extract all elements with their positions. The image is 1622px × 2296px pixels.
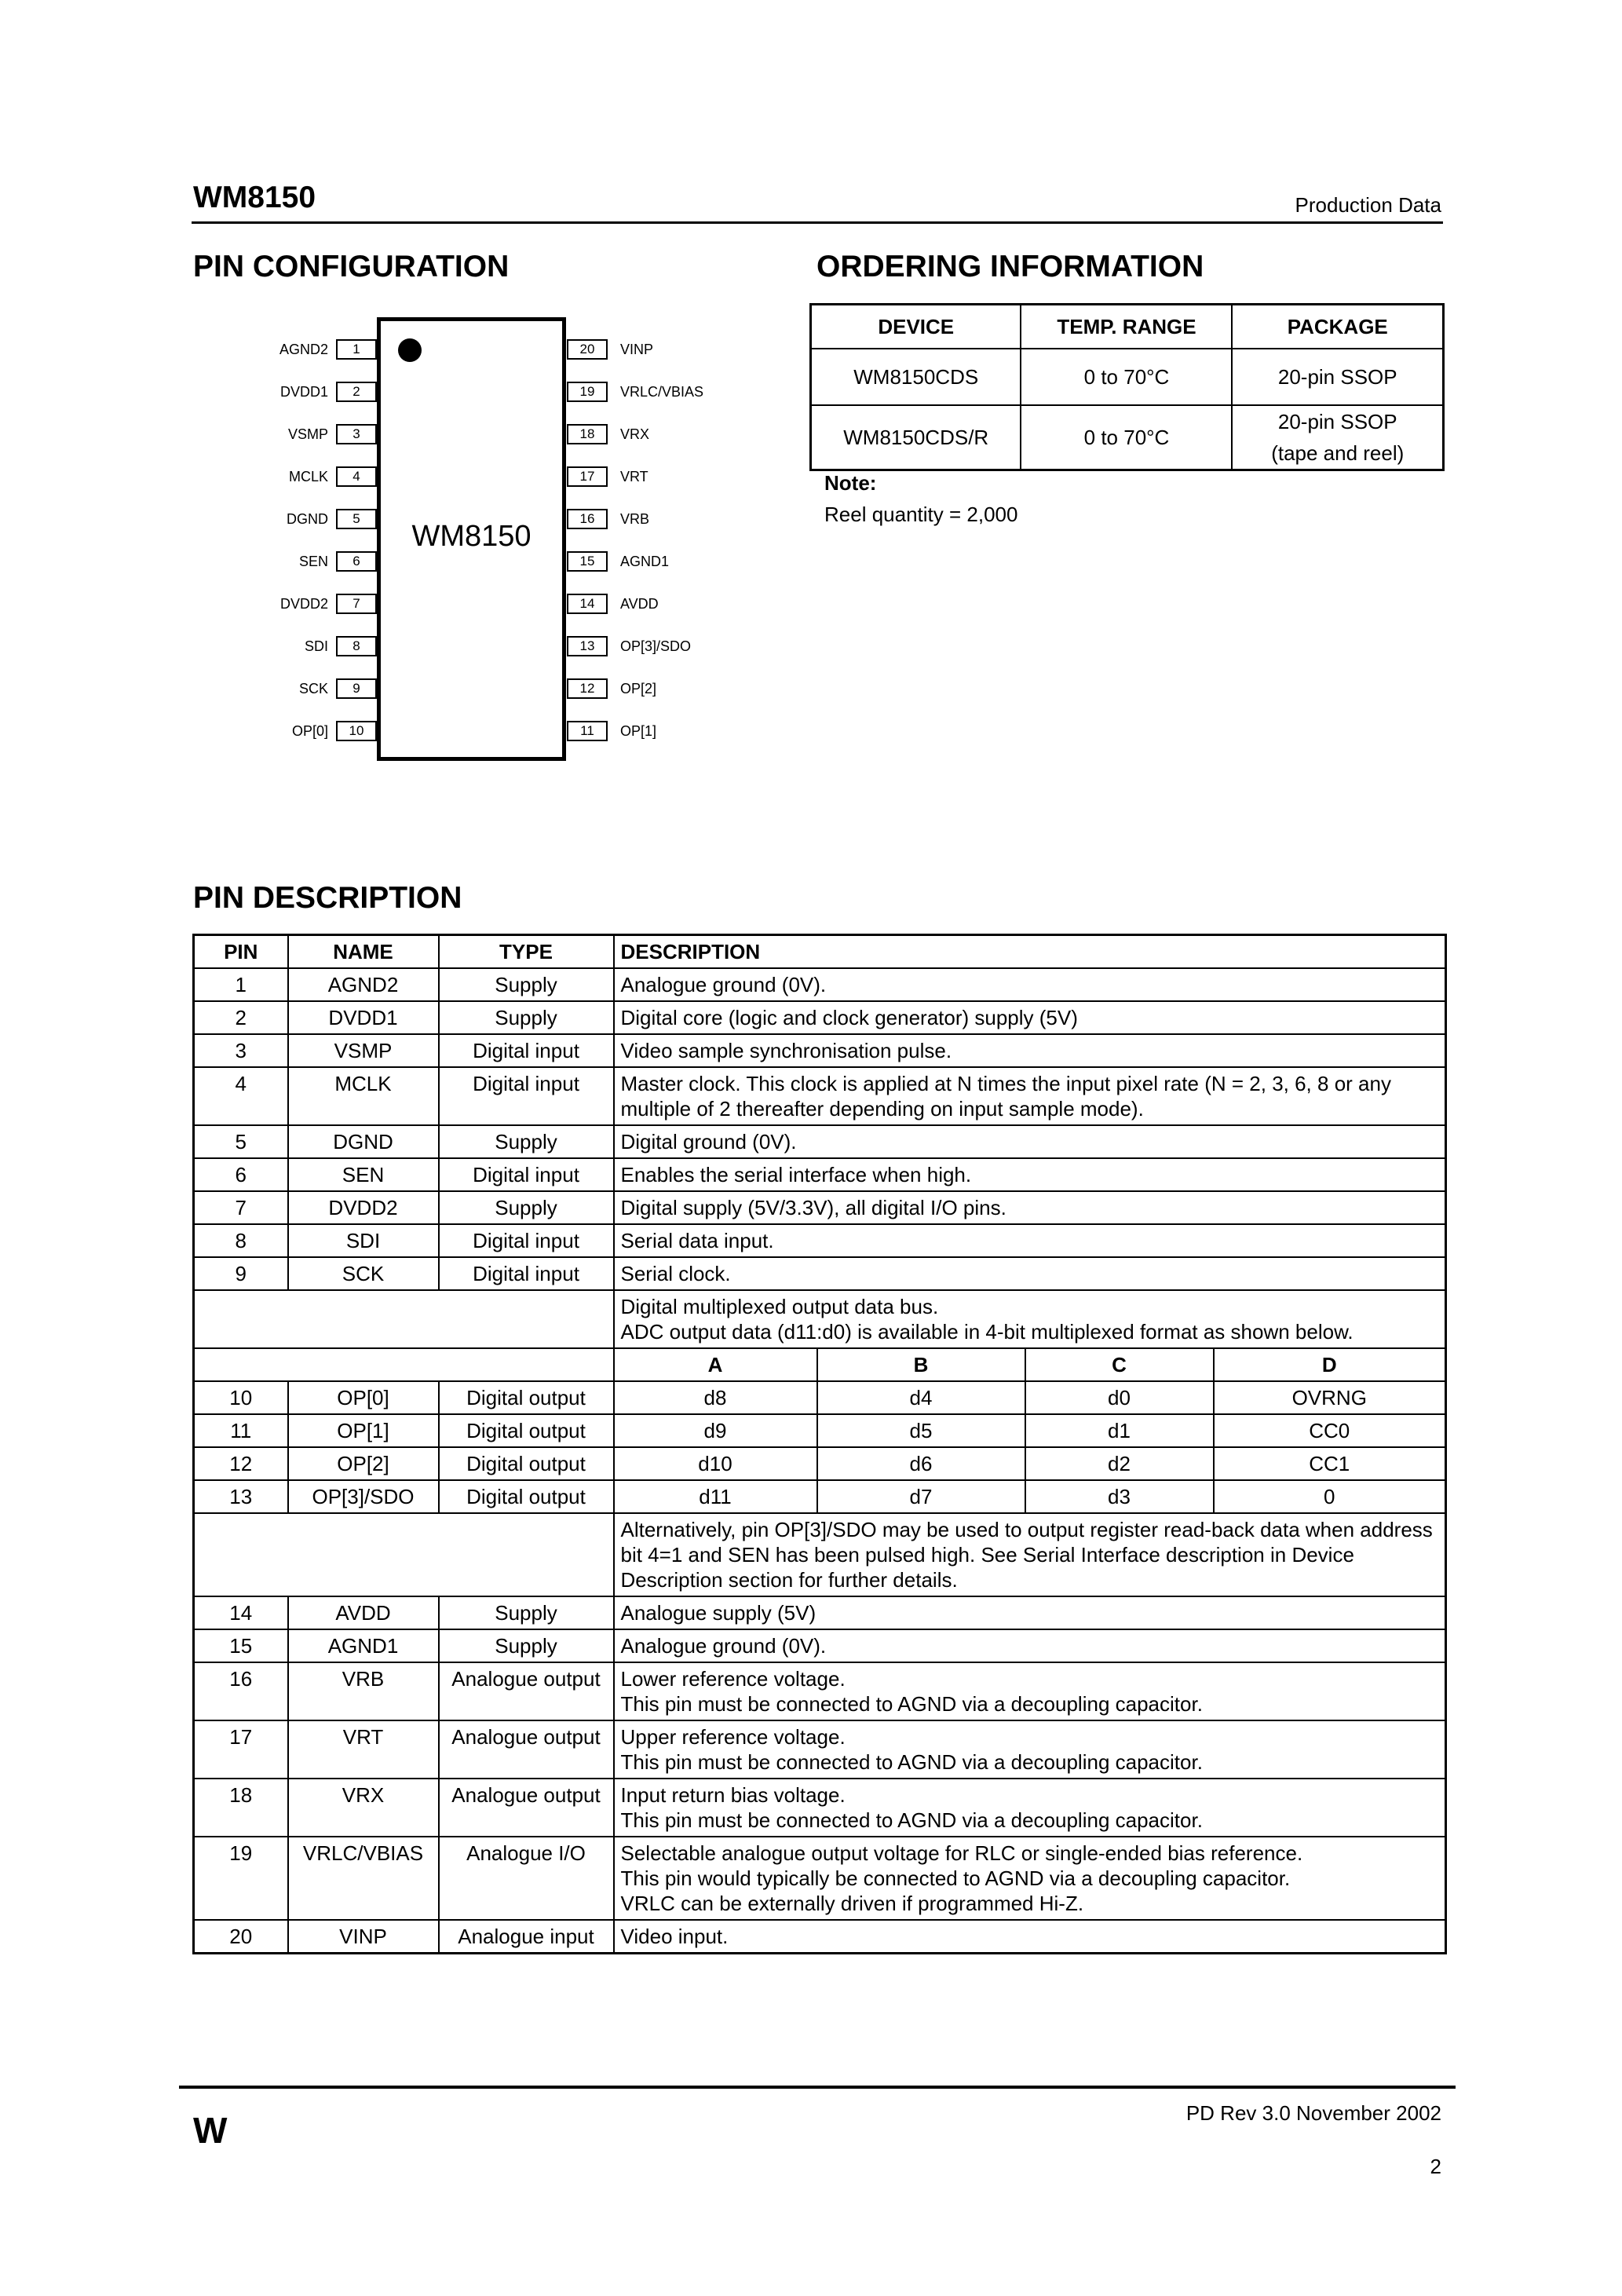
pin-rows-group bbox=[194, 1596, 1446, 1954]
pin-number-box: 14 bbox=[567, 594, 608, 614]
pin-number-cell: 15 bbox=[194, 1629, 288, 1662]
desc-line: Digital core (logic and clock generator) supply (5V) bbox=[620, 1006, 1078, 1029]
desc-line: Enables the serial interface when high. bbox=[620, 1163, 972, 1186]
pin-name-cell: VSMP bbox=[288, 1034, 439, 1067]
pin-name-label: OP[0] bbox=[291, 723, 328, 739]
desc-line: This pin must be connected to AGND via a decoupling capacitor. bbox=[620, 1692, 1203, 1716]
bus-bit-cell: d3 bbox=[1025, 1480, 1214, 1513]
pin-row bbox=[194, 1125, 1446, 1158]
pin-number-box: 17 bbox=[567, 466, 608, 487]
pin-type-cell: Supply bbox=[439, 968, 614, 1001]
pin-description-cell bbox=[614, 1158, 1446, 1191]
pin-name-cell: VRB bbox=[288, 1662, 439, 1720]
bus-bit-cell: d1 bbox=[1025, 1414, 1214, 1447]
pin-number-cell: 19 bbox=[194, 1837, 288, 1920]
bus-pin-row bbox=[194, 1414, 1446, 1447]
note-label: Note: bbox=[824, 471, 877, 495]
pin-row bbox=[194, 1067, 1446, 1125]
bus-header-cell: A bbox=[614, 1348, 817, 1381]
pin-name-label: DVDD2 bbox=[279, 596, 328, 612]
pin-name-label: OP[3]/SDO bbox=[620, 638, 692, 654]
pin-number-cell: 5 bbox=[194, 1125, 288, 1158]
pin-number-box: 7 bbox=[336, 594, 377, 614]
bus-header-row bbox=[194, 1348, 1446, 1381]
bus-bit-cell: d5 bbox=[817, 1414, 1025, 1447]
pin-name-label: SEN bbox=[298, 554, 328, 569]
pin-type-cell: Digital output bbox=[439, 1447, 614, 1480]
pin-number-box: 4 bbox=[336, 466, 377, 487]
bus-header-cell: B bbox=[817, 1348, 1025, 1381]
pin-description-cell bbox=[614, 968, 1446, 1001]
pin-name-cell: OP[3]/SDO bbox=[288, 1480, 439, 1513]
bus-bit-cell: OVRNG bbox=[1214, 1381, 1446, 1414]
pin-name-cell: AGND1 bbox=[288, 1629, 439, 1662]
alt-description-cell: Alternatively, pin OP[3]/SDO may be used to output register read-back data when address bit 4=1 and SEN has been pulsed high. See Serial Interface description in Device Description section for further details. bbox=[614, 1513, 1446, 1596]
pin-number-box: 11 bbox=[567, 721, 608, 741]
pin-name-cell: SEN bbox=[288, 1158, 439, 1191]
pin-name-label: MCLK bbox=[288, 469, 328, 484]
pin-number-cell: 2 bbox=[194, 1001, 288, 1034]
ordering-header-cell: TEMP. RANGE bbox=[1021, 305, 1232, 349]
pin-name-cell: AGND2 bbox=[288, 968, 439, 1001]
empty-cell bbox=[194, 1290, 614, 1348]
desc-line: Analogue supply (5V) bbox=[620, 1601, 816, 1625]
pin-name-label: VRB bbox=[620, 511, 650, 527]
pin-name-cell: VRX bbox=[288, 1779, 439, 1837]
header-cell: TYPE bbox=[439, 935, 614, 969]
pin-description-cell bbox=[614, 1191, 1446, 1224]
pin-row bbox=[194, 1920, 1446, 1954]
temp-range-cell: 0 to 70°C bbox=[1021, 405, 1232, 470]
header-cell: NAME bbox=[288, 935, 439, 969]
pin-number-box: 1 bbox=[336, 339, 377, 360]
pin-number-box: 12 bbox=[567, 678, 608, 699]
pin-type-cell: Supply bbox=[439, 1001, 614, 1034]
pin-number-cell: 18 bbox=[194, 1779, 288, 1837]
header-rule bbox=[192, 221, 1443, 224]
temp-range-cell: 0 to 70°C bbox=[1021, 349, 1232, 405]
pin-description-cell bbox=[614, 1067, 1446, 1125]
pin-description-cell bbox=[614, 1125, 1446, 1158]
pin-number-box: 5 bbox=[336, 509, 377, 529]
pin-description-table bbox=[192, 934, 1447, 1954]
pin-row bbox=[194, 1662, 1446, 1720]
note-text: Reel quantity = 2,000 bbox=[824, 503, 1018, 526]
package-line: (tape and reel) bbox=[1271, 441, 1405, 465]
page-number: 2 bbox=[1430, 2155, 1441, 2178]
pin-number-box: 10 bbox=[336, 721, 377, 741]
desc-line: This pin must be connected to AGND via a decoupling capacitor. bbox=[620, 1750, 1203, 1774]
pin-description-title: PIN DESCRIPTION bbox=[193, 881, 462, 915]
pin-number-cell: 8 bbox=[194, 1224, 288, 1257]
pin-name-cell: SDI bbox=[288, 1224, 439, 1257]
alt-description-row bbox=[194, 1513, 1446, 1596]
ordering-header-cell: DEVICE bbox=[811, 305, 1021, 349]
pin-description-cell bbox=[614, 1837, 1446, 1920]
desc-line: Input return bias voltage. bbox=[620, 1783, 846, 1807]
pin-name-cell: DGND bbox=[288, 1125, 439, 1158]
pin-number-box: 13 bbox=[567, 636, 608, 656]
pin-name-label: SDI bbox=[304, 638, 328, 654]
pin-number-cell: 16 bbox=[194, 1662, 288, 1720]
bus-bit-cell: d10 bbox=[614, 1447, 817, 1480]
pin-name-cell: DVDD1 bbox=[288, 1001, 439, 1034]
pin-description-cell bbox=[614, 1920, 1446, 1954]
header-cell: DESCRIPTION bbox=[614, 935, 1446, 969]
desc-line: Digital supply (5V/3.3V), all digital I/O pins. bbox=[620, 1196, 1006, 1219]
chip-label: WM8150 bbox=[411, 520, 532, 553]
pin-row bbox=[194, 968, 1446, 1001]
desc-line: Video sample synchronisation pulse. bbox=[620, 1039, 952, 1062]
pin-rows-group bbox=[194, 968, 1446, 1290]
desc-line: Serial clock. bbox=[620, 1262, 731, 1285]
pin-name-label: AVDD bbox=[620, 596, 659, 612]
ordering-header-cell: PACKAGE bbox=[1232, 305, 1443, 349]
pin-type-cell: Supply bbox=[439, 1191, 614, 1224]
pin-type-cell: Digital input bbox=[439, 1257, 614, 1290]
pin-name-cell: VRT bbox=[288, 1720, 439, 1779]
pin-row bbox=[194, 1257, 1446, 1290]
pin-number-cell: 20 bbox=[194, 1920, 288, 1954]
ordering-row bbox=[811, 405, 1444, 470]
pin-row bbox=[194, 1191, 1446, 1224]
pin-description-cell bbox=[614, 1001, 1446, 1034]
pin-number-box: 2 bbox=[336, 382, 377, 402]
bus-bit-cell: d0 bbox=[1025, 1381, 1214, 1414]
ordering-row bbox=[811, 349, 1444, 405]
pin-row bbox=[194, 1837, 1446, 1920]
desc-line: Selectable analogue output voltage for RLC or single-ended bias reference. bbox=[620, 1841, 1303, 1865]
pin-name-label: OP[2] bbox=[620, 681, 657, 696]
pin-description-cell bbox=[614, 1629, 1446, 1662]
pin-name-cell: OP[1] bbox=[288, 1414, 439, 1447]
pin-type-cell: Supply bbox=[439, 1596, 614, 1629]
bus-bit-cell: CC0 bbox=[1214, 1414, 1446, 1447]
desc-line: This pin must be connected to AGND via a decoupling capacitor. bbox=[620, 1808, 1203, 1832]
pin-name-label: OP[1] bbox=[620, 723, 657, 739]
pin-number-cell: 12 bbox=[194, 1447, 288, 1480]
desc-line: Analogue ground (0V). bbox=[620, 973, 827, 996]
bus-bit-cell: 0 bbox=[1214, 1480, 1446, 1513]
device-cell: WM8150CDS/R bbox=[811, 405, 1021, 470]
pin-number-cell: 13 bbox=[194, 1480, 288, 1513]
pin-number-box: 15 bbox=[567, 551, 608, 572]
company-logo: W bbox=[193, 2110, 228, 2151]
bus-bit-cell: d11 bbox=[614, 1480, 817, 1513]
pin-description-cell bbox=[614, 1779, 1446, 1837]
pin-type-cell: Analogue input bbox=[439, 1920, 614, 1954]
pin-description-cell bbox=[614, 1034, 1446, 1067]
desc-line: VRLC can be externally driven if programmed Hi-Z. bbox=[620, 1892, 1084, 1915]
desc-line: Video input. bbox=[620, 1925, 729, 1948]
bus-pin-row bbox=[194, 1480, 1446, 1513]
document-title: WM8150 bbox=[193, 181, 316, 214]
pin-name-cell: SCK bbox=[288, 1257, 439, 1290]
pin-row bbox=[194, 1779, 1446, 1837]
desc-line: Serial data input. bbox=[620, 1229, 774, 1252]
bus-bit-cell: d6 bbox=[817, 1447, 1025, 1480]
bus-header-cell: D bbox=[1214, 1348, 1446, 1381]
pin-description-cell bbox=[614, 1257, 1446, 1290]
pin-name-label: VSMP bbox=[287, 426, 328, 442]
package-line: 20-pin SSOP bbox=[1277, 410, 1397, 433]
pin-name-label: AGND1 bbox=[620, 554, 670, 569]
pin-name-label: VINP bbox=[620, 342, 654, 357]
bus-bit-cell: d2 bbox=[1025, 1447, 1214, 1480]
desc-line: Lower reference voltage. bbox=[620, 1667, 846, 1691]
pin-row bbox=[194, 1224, 1446, 1257]
pin-type-cell: Digital input bbox=[439, 1224, 614, 1257]
bus-description-group bbox=[194, 1290, 1446, 1381]
package-cell: 20-pin SSOP bbox=[1232, 349, 1443, 405]
desc-line: ADC output data (d11:d0) is available in 4-bit multiplexed format as shown below. bbox=[620, 1320, 1353, 1344]
pin-type-cell: Digital output bbox=[439, 1414, 614, 1447]
pin-number-box: 6 bbox=[336, 551, 377, 572]
bus-rows-group bbox=[194, 1381, 1446, 1513]
pin-name-label: SCK bbox=[298, 681, 328, 696]
pin-number-cell: 6 bbox=[194, 1158, 288, 1191]
pin-configuration-title: PIN CONFIGURATION bbox=[193, 250, 510, 283]
package-cell bbox=[1232, 405, 1443, 470]
pin-number-box: 19 bbox=[567, 382, 608, 402]
device-cell: WM8150CDS bbox=[811, 349, 1021, 405]
bus-intro-row bbox=[194, 1290, 1446, 1348]
pin-type-cell: Digital output bbox=[439, 1381, 614, 1414]
pin-number-box: 18 bbox=[567, 424, 608, 444]
pin-table-header bbox=[194, 935, 1446, 969]
empty-cell bbox=[194, 1348, 614, 1381]
pin-number-box: 8 bbox=[336, 636, 377, 656]
bus-description-cell bbox=[614, 1290, 1446, 1348]
pin-type-cell: Digital input bbox=[439, 1067, 614, 1125]
document-status: Production Data bbox=[1295, 193, 1441, 217]
pin-row bbox=[194, 1001, 1446, 1034]
pin-type-cell: Analogue I/O bbox=[439, 1837, 614, 1920]
desc-line: Upper reference voltage. bbox=[620, 1725, 846, 1749]
pin-type-cell: Digital input bbox=[439, 1158, 614, 1191]
pin-type-cell: Digital input bbox=[439, 1034, 614, 1067]
pin-number-cell: 3 bbox=[194, 1034, 288, 1067]
pin-number-cell: 10 bbox=[194, 1381, 288, 1414]
pin-description-cell bbox=[614, 1224, 1446, 1257]
pin-row bbox=[194, 1629, 1446, 1662]
revision-text: PD Rev 3.0 November 2002 bbox=[1185, 2101, 1441, 2125]
empty-cell bbox=[194, 1513, 614, 1596]
pin-number-box: 16 bbox=[567, 509, 608, 529]
pin-number-cell: 7 bbox=[194, 1191, 288, 1224]
bus-bit-cell: d4 bbox=[817, 1381, 1025, 1414]
pin-name-label: VRX bbox=[620, 426, 650, 442]
pin-description-cell bbox=[614, 1720, 1446, 1779]
pin-name-label: VRLC/VBIAS bbox=[620, 384, 704, 400]
bus-pin-row bbox=[194, 1381, 1446, 1414]
pin-name-cell: AVDD bbox=[288, 1596, 439, 1629]
desc-line: Digital ground (0V). bbox=[620, 1130, 797, 1153]
bus-bit-cell: CC1 bbox=[1214, 1447, 1446, 1480]
bus-bit-cell: d7 bbox=[817, 1480, 1025, 1513]
pin-type-cell: Analogue output bbox=[439, 1662, 614, 1720]
desc-line: Master clock. This clock is applied at N times the input pixel rate (N = 2, 3, 6, 8 or any multiple of 2 thereafter depending on input sample mode). bbox=[620, 1072, 1391, 1121]
desc-line: Analogue ground (0V). bbox=[620, 1634, 827, 1658]
pin-name-cell: DVDD2 bbox=[288, 1191, 439, 1224]
pin-description-cell bbox=[614, 1596, 1446, 1629]
pin-number-box: 9 bbox=[336, 678, 377, 699]
pin-number-box: 20 bbox=[567, 339, 608, 360]
pin-type-cell: Analogue output bbox=[439, 1779, 614, 1837]
pin-row bbox=[194, 1034, 1446, 1067]
pin-name-cell: OP[0] bbox=[288, 1381, 439, 1414]
bus-bit-cell: d8 bbox=[614, 1381, 817, 1414]
alt-description-group bbox=[194, 1513, 1446, 1596]
pin-name-label: DGND bbox=[287, 511, 328, 527]
pin-name-cell: OP[2] bbox=[288, 1447, 439, 1480]
ordering-information-title: ORDERING INFORMATION bbox=[816, 250, 1204, 283]
bus-bit-cell: d9 bbox=[614, 1414, 817, 1447]
pin-type-cell: Supply bbox=[439, 1629, 614, 1662]
pin-number-cell: 9 bbox=[194, 1257, 288, 1290]
pin-row bbox=[194, 1596, 1446, 1629]
pin-type-cell: Supply bbox=[439, 1125, 614, 1158]
ordering-table bbox=[809, 303, 1445, 471]
pin-name-label: DVDD1 bbox=[279, 384, 328, 400]
pin-name-label: VRT bbox=[620, 469, 648, 484]
pin-number-cell: 11 bbox=[194, 1414, 288, 1447]
pin-number-cell: 1 bbox=[194, 968, 288, 1001]
bus-pin-row bbox=[194, 1447, 1446, 1480]
ordering-header-row bbox=[811, 305, 1444, 349]
pin-description-cell bbox=[614, 1662, 1446, 1720]
pin-name-cell: MCLK bbox=[288, 1067, 439, 1125]
desc-line: Digital multiplexed output data bus. bbox=[620, 1295, 939, 1318]
bus-header-cell: C bbox=[1025, 1348, 1214, 1381]
pin-name-cell: VINP bbox=[288, 1920, 439, 1954]
pin-number-box: 3 bbox=[336, 424, 377, 444]
pin-name-label: AGND2 bbox=[279, 342, 328, 357]
pin-number-cell: 17 bbox=[194, 1720, 288, 1779]
header-cell: PIN bbox=[194, 935, 288, 969]
pin-name-cell: VRLC/VBIAS bbox=[288, 1837, 439, 1920]
pin-type-cell: Digital output bbox=[439, 1480, 614, 1513]
pin-number-cell: 4 bbox=[194, 1067, 288, 1125]
pin-row bbox=[194, 1158, 1446, 1191]
footer-rule bbox=[179, 2086, 1456, 2089]
desc-line: This pin would typically be connected to AGND via a decoupling capacitor. bbox=[620, 1866, 1291, 1890]
pin-type-cell: Analogue output bbox=[439, 1720, 614, 1779]
pin1-marker bbox=[398, 338, 422, 362]
pin-row bbox=[194, 1720, 1446, 1779]
pin-number-cell: 14 bbox=[194, 1596, 288, 1629]
